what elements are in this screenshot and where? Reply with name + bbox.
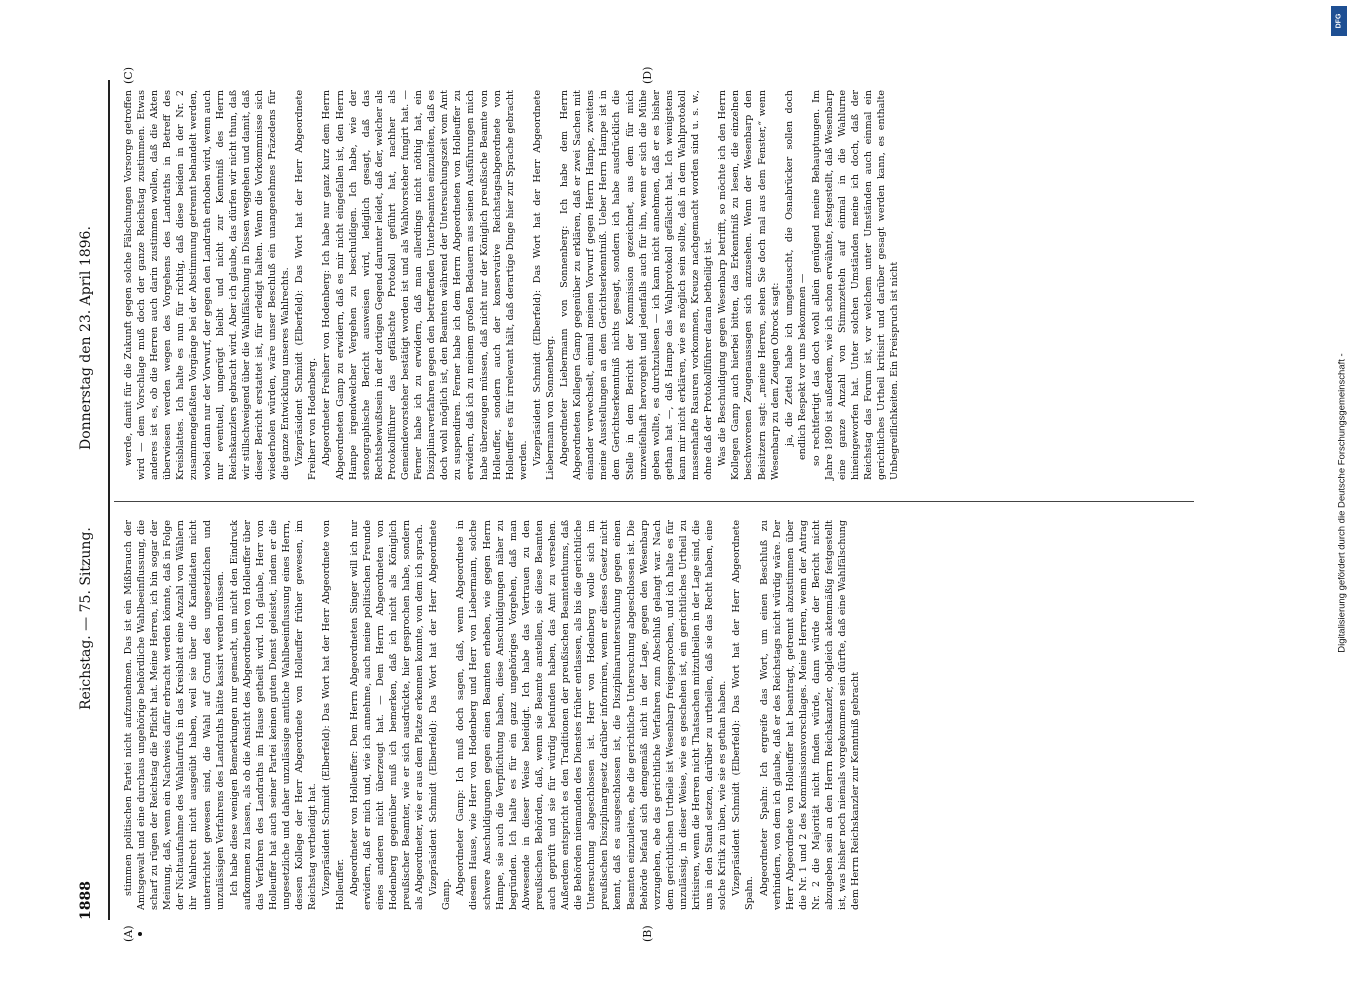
margin-marker-d: (D) — [641, 66, 654, 84]
header-rule — [108, 80, 110, 920]
paragraph: werde, damit für die Zukunft gegen solche Fälschungen Vorsorge getroffen wird — dem Vorschlage muß doch der ganze Reichstag zustimmen. Etwas anderes ist es, ob die Herren auch darin zustimmen wollen, daß die Akten überwiesen werden wegen des Vorgehens des Landraths in Betreff des Kreisblattes. Ich halte es nun für richtig, daß diese beiden in der Nr. 2 zusammengefaßten Vorgänge bei der Abstimmung getrennt behandelt werden, wobei dann nur der Vorwurf, der gegen den Landrath erhoben wird, wenn auch nur eventuell, ungerügt bleibt und nicht zur Kenntniß des Herrn Reichskanzlers gebracht wird. Aber ich glaube, das dürfen wir nicht thun, daß wir stillschweigend über die Wahlfälschung in Dissen weggehen und damit, daß dieser Bericht erstattet ist, für erledigt halten. Wenn die Vorkommnisse sich wiederholen würden, wäre unser Beschluß ein unangenehmes Präzedens für die ganze Entwicklung unseres Wahlrechts. — [123, 90, 292, 480]
margin-bullet — [138, 932, 142, 936]
dfg-logo — [1331, 6, 1347, 36]
quotation: ja, die Zettel habe ich umgetauscht, die Osnabrücker sollen doch endlich Respekt vor uns bekommen — — [783, 90, 808, 460]
session-date: Donnerstag den 23. April 1896. — [78, 226, 94, 450]
paragraph: Abgeordneter Liebermann von Sonnenberg: Ich habe dem Herrn Abgeordneten Kollegen Gamp gegenüber zu erklären, daß er zwei Sachen mit einander verwechselt, einmal meinen Vorwurf gegen Herrn Hampe, zweitens meine Ausstellungen an dem Gerichtserkenntniß. Ueber Herrn Hampe ist in dem Gerichtserkenntniß nichts gesagt, sondern ich habe ausdrücklich die Stelle in dem Bericht der Kommission gezeichnet, aus dem für mich unzweifelhaft hervorgeht und jedenfalls auch für ihn, wenn er sich die Mühe geben wollte, es durchzulesen — ich kann nicht annehmen, daß er es bisher gethan hat —, daß Hampe das Wahlprotokoll gefälscht hat. Ich wenigstens kann mir nicht erklären, wie es möglich sein sollte, daß in dem Wahlprotokoll massenhafte Rasuren vorkommen, Kreuze nachgemacht worden sind u. s. w., ohne daß der Protokollführer daran betheiligt ist. — [559, 90, 715, 480]
logo-text: DFG — [1335, 13, 1343, 29]
page-number: 1888 — [78, 881, 94, 920]
paragraph: Vizepräsident Schmidt (Elberfeld): Das Wort hat der Herr Abgeordnete Liebermann von Sonnenberg. — [531, 90, 556, 480]
paragraph: Vizepräsident Schmidt (Elberfeld): Das Wort hat der Herr Abgeordnete Freiherr von Hodenberg. — [294, 90, 319, 480]
paragraph: Vizepräsident Schmidt (Elberfeld): Das Wort hat der Herr Abgeordnete Gamp. — [428, 520, 453, 910]
left-column — [122, 520, 863, 910]
page-header — [78, 80, 106, 920]
digitization-credit — [1333, 8, 1351, 998]
paragraph: Abgeordneter Gamp: Ich muß doch sagen, daß, wenn Abgeordnete in diesem Hause, wie Herr von Hodenberg und Herr von Liebermann, solche schwere Anschuldigungen gegen einen Beamten erheben, wie gegen Herrn Hampe, sie auch die Verpflichtung haben, diese Anschuldigungen näher zu begründen. Ich halte es für ein ganz ungehöriges Vorgehen, daß man Abwesende in dieser Weise beleidigt. Ich habe das Vertrauen zu den preußischen Behörden, daß, wenn sie Beamte anstellen, sie diese Beamten auch geprüft und sie für würdig befunden haben, das Amt zu versehen. Außerdem entspricht es den Traditionen der preußischen Beamtenthums, daß die Behörden niemanden des Dienstes früher entlassen, als bis die gerichtliche Untersuchung abgeschlossen ist. Herr von Hodenberg wolle sich im preußischen Disziplinargesetz darüber informiren, wenn er dieses Gesetz nicht kennt, daß es ausgeschlossen ist, die Disziplinaruntersuchung gegen einen Beamten einzuleiten, ehe die gerichtliche Untersuchung abgeschlossen ist. Die Behörde befand sich demgemäß nicht in der Lage, gegen den Wesenbarp vorzugehen, ehe das gerichtliche Verfahren zum Abschluß gelangt war. Nach dem gerichtlichen Urtheile ist Wesenbarp freigesprochen, und ich halte es für unzulässig, in dieser Weise, wie es geschehen ist, ein gerichtliches Urtheil zu kritisiren, wenn die Herren nicht Thatsachen mitzutheilen in der Lage sind, die uns in den Stand setzen, darüber zu urtheilen, daß sie das Recht haben, eine solche Kritik zu üben, wie sie es gethan haben. — [455, 520, 729, 910]
paragraph: Abgeordneter Freiherr von Hodenberg: Ich habe nur ganz kurz dem Herrn Abgeordneten Gamp zu erwidern, daß es mir nicht eingefallen ist, den Herrn Hampe irgendwelcher Vergehen zu beschuldigen. Ich habe, wie der stenographische Bericht ausweisen wird, lediglich gesagt, daß das Rechtsbewußtsein in der dortigen Gegend darunter leidet, daß der, welcher als Protokollführer das gefälschte Protokoll geführt hat, nachher als Gemeindevorsteher bestätigt worden ist und als Wahlvorsteher fungirt hat. — Ferner habe ich zu erwidern, daß man allerdings nicht nöthig hat, ein Disziplinarverfahren gegen den betreffenden Unterbeamten einzuleiten, daß es doch wohl möglich ist, den Beamten während der Untersuchungszeit vom Amt zu suspendiren. Ferner habe ich dem Herrn Abgeordneten von Holleuffer zu erwidern, daß ich zu meinem großen Bedauern aus seinen Ausführungen mich habe überzeugen müssen, daß nicht nur der Königlich preußische Beamte von Holleuffer, sondern auch der konservative Reichstagsabgeordnete von Holleuffer es für irrelevant hält, daß derartige Dinge hier zur Sprache gebracht werden. — [321, 90, 529, 480]
rotated-document-page — [36, 50, 1316, 950]
paragraph: Was die Beschuldigung gegen Wesenbarp betrifft, so möchte ich den Herrn Kollegen Gamp auch hierbei bitten, das Erkenntniß zu lesen, die einzelnen beschworenen Zeugenaussagen sich anzusehen. Wenn der Wesenbarp den Beisitzern sagt: „meine Herren, sehen Sie doch mal aus dem Fenster,“ wenn Wesenbarp zu dem Zeugen Obrock sagt: — [717, 90, 781, 480]
margin-marker-c: (C) — [122, 67, 135, 84]
paragraph: Abgeordneter von Holleuffer: Dem Herrn Abgeordneten Singer will ich nur erwidern, daß er mich und, wie ich annehme, auch meine politischen Freunde eines anderen nicht überzeugt hat. — Dem Herrn Abgeordneten von Hodenberg gegenüber muß ich bemerken, daß ich nicht als Königlich preußischer Beamter, wie er sich ausdrückte, hier gesprochen habe, sondern als Abgeordneter, wie er aus dem Platze erkennen konnte, von dem ich sprach. — [348, 520, 426, 910]
paragraph: Ich habe diese wenigen Bemerkungen nur gemacht, um nicht den Eindruck aufkommen zu lassen, als ob die Ansicht des Abgeordneten von Holleuffer über das Verfahren des Landraths im Hause getheilt wird. Ich glaube, Herr von Holleuffer hat auch seiner Partei keinen guten Dienst geleistet, indem er die ungesetzliche und daher unzulässige amtliche Wahlbeeinflussung eines Herrn, dessen Kollege der Herr Abgeordnete von Holleuffer früher gewesen, im Reichstag vertheidigt hat. — [228, 520, 319, 910]
margin-marker-b: (B) — [641, 925, 654, 942]
paragraph: Abgeordneter Spahn: Ich ergreife das Wort, um einen Beschluß zu verhindern, von dem ich glaube, daß er des Reichstags nicht würdig wäre. Der Herr Abgeordnete von Holleuffer hat beantragt, getrennt abzustimmen über die Nr. 1 und 2 des Kommissionsvorschlages. Meine Herren, wenn der Antrag Nr. 2 die Majorität nicht finden würde, dann würde der Bericht nicht abzugeben sein an den Herrn Reichskanzler, obgleich aktenmäßig festgestellt ist, was bisher noch niemals vorgekommen sein dürfte, daß eine Wahlfälschung dem Herrn Reichskanzler zur Kenntniß gebracht — [758, 520, 862, 910]
session-title: Reichstag. — 75. Sitzung. — [78, 527, 94, 710]
paragraph: so rechtfertigt das doch wohl allein genügend meine Behauptungen. Im Jahre 1890 ist außerdem, wie ich schon erwähnte, festgestellt, daß Wesenbarp eine ganze Anzahl von Stimmzetteln auf einmal in die Wahlurne hineingeworfen hat. Unter solchen Umständen meine ich doch, daß der Reichstag das Forum ist, vor welchem unter Umständen auch einmal ein gerichtliches Urtheil kritisirt und darüber gesagt werden kann, es enthalte Unbegreiflichkeiten. Ein Freispruch ist nicht — [810, 90, 901, 480]
column-divider — [114, 501, 1194, 502]
right-column — [122, 90, 903, 480]
paragraph: stimmen politischen Partei nicht aufzunehmen. Das ist ein Mißbrauch der Amtsgewalt und eine durchaus ungehörige behördliche Wahlbeeinflussung, die scharf zu rügen der Reichstag die Pflicht hat. Meine Herren, ich bin sogar der Meinung, daß, wenn ein Nachweis dafür erbracht werden könnte, daß in Folge der Nichtaufnahme des Wahlaufrufs in das Kreisblatt eine Anzahl von Wählern ihr Wahlrecht nicht ausgeübt haben, weil sie über die Kandidaten nicht unterrichtet gewesen sind, die Wahl auf Grund des ungesetzlichen und unzulässigen Verfahrens des Landraths hätte kassirt werden müssen. — [123, 520, 226, 910]
paragraph: Vizepräsident Schmidt (Elberfeld): Das Wort hat der Herr Abgeordnete Spahn. — [731, 520, 756, 910]
paragraph: Vizepräsident Schmidt (Elberfeld): Das Wort hat der Herr Abgeordnete von Holleuffer. — [321, 520, 346, 910]
credit-text: Digitalisierung gefördert durch die Deutsche Forschungsgemeinschaft - — [1336, 353, 1348, 653]
margin-marker-a: (A) — [122, 925, 135, 942]
